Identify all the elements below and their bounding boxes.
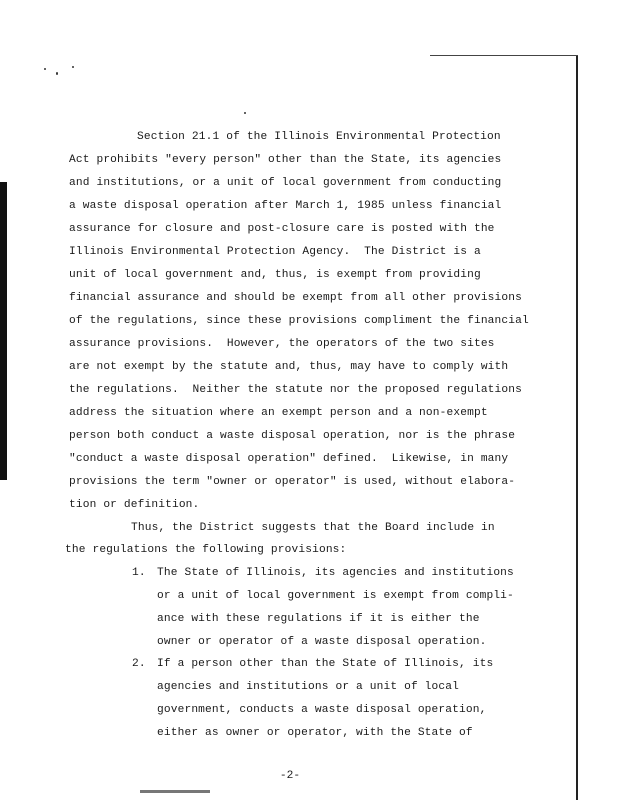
- paragraph-1-line: provisions the term "owner or operator" is used, without elabora-: [69, 476, 516, 488]
- paragraph-1-line: person both conduct a waste disposal operation, nor is the phrase: [69, 430, 516, 442]
- paragraph-1-line: tion or definition.: [69, 499, 200, 511]
- paragraph-2-line: Thus, the District suggests that the Board include in: [131, 522, 495, 534]
- paragraph-1-line: and institutions, or a unit of local government from conducting: [69, 177, 502, 189]
- paragraph-2-line: the regulations the following provisions:: [65, 544, 347, 556]
- scan-speck: [44, 68, 46, 70]
- paragraph-1-line: "conduct a waste disposal operation" defined. Likewise, in many: [69, 453, 509, 465]
- scan-bar-left: [0, 182, 7, 480]
- scan-border-top: [430, 55, 578, 56]
- paragraph-1-line: Section 21.1 of the Illinois Environmental Protection: [137, 131, 501, 143]
- list-item-line: government, conducts a waste disposal operation,: [157, 704, 487, 716]
- paragraph-1-line: are not exempt by the statute and, thus, may have to comply with: [69, 361, 509, 373]
- list-item-line: ance with these regulations if it is either the: [157, 613, 480, 625]
- list-item-line: or a unit of local government is exempt from compli-: [157, 590, 514, 602]
- list-item-line: either as owner or operator, with the State of: [157, 727, 473, 739]
- paragraph-1-line: of the regulations, since these provisions compliment the financial: [69, 315, 529, 327]
- list-item-line: If a person other than the State of Illinois, its: [157, 658, 494, 670]
- list-item-line: The State of Illinois, its agencies and institutions: [157, 567, 514, 579]
- scan-speck: [56, 72, 58, 75]
- paragraph-1-line: financial assurance and should be exempt from all other provisions: [69, 292, 522, 304]
- list-item-number: 2.: [132, 658, 146, 670]
- scan-border-right: [576, 56, 578, 800]
- paragraph-1-line: address the situation where an exempt person and a non-exempt: [69, 407, 488, 419]
- paragraph-1-line: Act prohibits "every person" other than the State, its agencies: [69, 154, 502, 166]
- paragraph-1-line: unit of local government and, thus, is exempt from providing: [69, 269, 481, 281]
- list-item-line: agencies and institutions or a unit of local: [157, 681, 459, 693]
- scan-speck: [244, 112, 246, 114]
- page-number: -2-: [279, 770, 301, 782]
- paragraph-1-line: Illinois Environmental Protection Agency. The District is a: [69, 246, 481, 258]
- scan-speck: [72, 66, 74, 68]
- scan-smudge: [140, 790, 210, 793]
- list-item-line: owner or operator of a waste disposal operation.: [157, 636, 487, 648]
- paragraph-1-line: a waste disposal operation after March 1, 1985 unless financial: [69, 200, 502, 212]
- paragraph-1-line: the regulations. Neither the statute nor the proposed regulations: [69, 384, 522, 396]
- list-item-number: 1.: [132, 567, 146, 579]
- paragraph-1-line: assurance for closure and post-closure care is posted with the: [69, 223, 495, 235]
- paragraph-1-line: assurance provisions. However, the operators of the two sites: [69, 338, 495, 350]
